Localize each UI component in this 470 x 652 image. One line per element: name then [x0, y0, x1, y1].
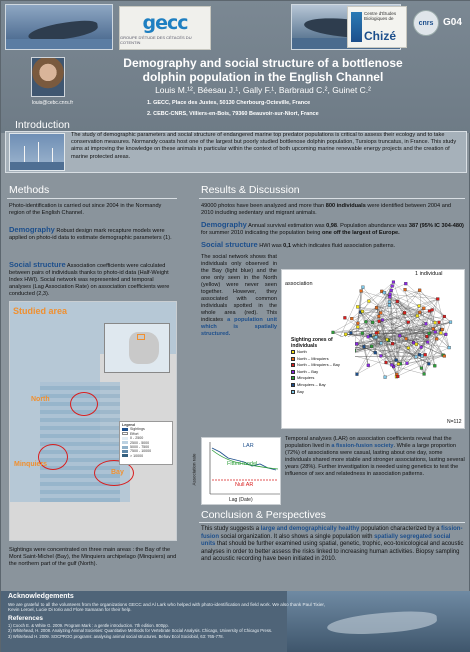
map-legend [119, 421, 173, 465]
methods-social-head: Social structure [9, 260, 66, 269]
network-node [433, 364, 436, 367]
network-legend-item [291, 362, 355, 369]
network-node [406, 362, 409, 365]
network-node [374, 351, 377, 354]
network-node [388, 300, 391, 303]
network-node [431, 309, 434, 312]
network-node [356, 373, 359, 376]
network-legend-item [291, 369, 355, 376]
network-node [362, 286, 365, 289]
network-legend-item [291, 356, 355, 363]
lar-x-axis-label: Lag (Date) [229, 497, 253, 503]
inset-map-france [104, 323, 170, 373]
network-node [371, 321, 374, 324]
lar-fitted-label: Fitted model [227, 461, 258, 467]
results-social-text [201, 241, 465, 250]
network-node [375, 336, 378, 339]
network-node [425, 335, 428, 338]
affiliation-2: 2. CEBC-CNRS, Villiers-en-Bois, 79360 Beauvoir-sur-Niort, France [147, 111, 319, 117]
network-legend-label: North – Minquiers – Bay [297, 362, 340, 368]
network-node [391, 285, 394, 288]
conclusion-t1: This study suggests a [201, 526, 261, 532]
network-node [350, 317, 353, 320]
network-legend-items [291, 349, 355, 395]
network-legend-label: Minquiers [297, 375, 315, 381]
network-node [344, 333, 347, 336]
map-legend-label: Sightings [130, 427, 145, 432]
network-node [380, 342, 383, 345]
network-node [388, 296, 391, 299]
network-node [420, 346, 423, 349]
methods-social-body: Association coefficients were calculated between pairs of individuals thanks to photo-id data (Half-Weight Index HWI). Social network was represented and temporal analyses (Lag Association Rate) on association coefficients were conducted (2,3). [9, 263, 170, 297]
network-node [439, 332, 442, 335]
network-node [383, 291, 386, 294]
network-node [363, 345, 366, 348]
results-network-a: The social network shows that individuals only observed in the Bay (light blue) and the one only seen in the North (yellow) were never seen together. However, they associated with common individuals spotted in the whole area (red). This indicates [201, 254, 277, 323]
results-photos-c: were identified between 2004 and 2010 including sedentary and migrant animals. [201, 203, 452, 216]
introduction-text: The study of demographic parameters and social structure of endangered marine top predator populations is critical to assess their ecology and to take conservation measures. Normandy coasts host one of the largest but poorly studied bottlenose dolphin population, Tursiops truncatus, in France. This study aims at improving the knowledge on these animals in particular within the context of both upcoming marine renewable energy projects and the creation of marine protected areas. [71, 132, 457, 160]
poster-footer [1, 591, 470, 652]
results-demography-d: 387 (95% IC 304-480) [408, 223, 464, 229]
reference-item: 3) Whitehead H. 2009. SOCPROG programs: analysing animal social structures. Behav Ecol Sociobiol, 63: 765-778. [8, 633, 224, 639]
methods-social-text [9, 261, 177, 298]
affiliation-1: 1. GECC, Place des Justes, 50130 Cherbourg-Octeville, France [147, 100, 311, 106]
results-demography-b: 0,98 [326, 223, 338, 229]
network-legend-item [291, 382, 355, 389]
results-network-text [201, 254, 277, 338]
conclusion-title: Conclusion & Perspectives [201, 509, 326, 521]
network-node [404, 288, 407, 291]
title-line-1: Demography and social structure of a bottlenose [123, 56, 403, 70]
methods-demography-text [9, 226, 177, 242]
network-node [415, 355, 418, 358]
author-portrait [31, 57, 65, 97]
chize-logo-top: Centre d'Études Biologiques de [364, 11, 397, 21]
methods-divider [7, 198, 177, 199]
network-node [443, 355, 446, 358]
chize-logo-mark [351, 12, 362, 42]
network-node [391, 342, 394, 345]
network-node [398, 334, 401, 337]
results-temporal-a: Temporal analyses (LAR) on association coefficients reveal that the population lived in [285, 436, 452, 449]
lar-svg [202, 438, 282, 506]
cnrs-logo: cnrs [413, 10, 439, 36]
results-social-head: Social structure [201, 240, 258, 249]
network-node [375, 332, 378, 335]
network-node [384, 376, 387, 379]
network-node [418, 305, 421, 308]
results-demography-text [201, 221, 465, 237]
network-legend-swatch [291, 350, 295, 354]
methods-title: Methods [9, 184, 50, 196]
results-temporal-c: . While a large proportion (72%) of associations were casual, lasting about one day, some individuals shared more stable and stronger associations, lasting several years (28%). Further investigation is needed using genetics to test the influence of sex and relatedness in association patterns. [285, 443, 465, 477]
network-label-individual: 1 individual [415, 271, 443, 277]
network-node [434, 321, 437, 324]
results-demography-e: for summer 2010 indicating the population being [201, 230, 322, 236]
map-legend-label: 7500 - 10000 [130, 449, 152, 454]
network-node [356, 326, 359, 329]
network-legend-label: Minquiers – Bay [297, 381, 326, 387]
conclusion-t3: population characterized by a [359, 526, 442, 532]
network-legend-item [291, 375, 355, 382]
network-node [420, 367, 423, 370]
network-node [370, 345, 373, 348]
network-node [418, 289, 421, 292]
network-node [426, 341, 429, 344]
results-title: Results & Discussion [201, 184, 300, 196]
map-legend-title: Legend [122, 423, 135, 427]
network-node [449, 321, 452, 324]
results-demography-a: Annual survival estimation was [246, 223, 327, 229]
lar-series-label: LAR [243, 443, 254, 449]
map-legend-item [122, 454, 170, 458]
network-node [385, 361, 388, 364]
map-label-minquiers: Minquiers [14, 461, 48, 468]
network-node [361, 332, 364, 335]
references-title: References [8, 615, 44, 622]
network-node [424, 353, 427, 356]
network-node [360, 290, 363, 293]
poster-title [63, 56, 463, 84]
network-node [427, 362, 430, 365]
results-social-c: which indicates fluid association patterns. [290, 243, 396, 249]
network-node [380, 354, 383, 357]
reference-item: 2) Whitehead, H. 2008. Analyzing Animal Societies: Quantitative Methods for Vertebrate Social Analysis. Chicago, University of Chicago Press. [8, 628, 273, 634]
network-node [397, 363, 400, 366]
wind-turbine-photo [9, 133, 65, 171]
footer-dolphin-photo [287, 591, 470, 652]
network-node [418, 311, 421, 314]
network-legend-title: Sighting zones of individuals [291, 337, 333, 349]
network-legend-item [291, 389, 355, 396]
map-legend-label: > 10000 [130, 453, 144, 458]
network-node [386, 338, 389, 341]
conclusion-divider [199, 522, 465, 523]
results-divider [199, 198, 465, 199]
results-network-b: a population unit which is spatially structured. [201, 317, 277, 337]
network-node [443, 315, 446, 318]
network-legend-label: Bay [297, 388, 304, 394]
network-node [355, 342, 358, 345]
network-node [423, 373, 426, 376]
acknowledgements-title: Acknowledgements [8, 593, 74, 600]
network-node [395, 359, 398, 362]
network-node [375, 306, 378, 309]
network-node [448, 346, 451, 349]
network-node [422, 307, 425, 310]
lar-null-label: Null AR [235, 482, 254, 488]
title-line-2: dolphin population in the English Channel [142, 70, 384, 84]
network-node [381, 319, 384, 322]
conclusion-t2: large and demographically healthy [260, 526, 360, 532]
conclusion-t7: that should be further examined using spatial, genetic, trophic, eco-toxicological and acoustic analyses in order to better assess the risks linked to increasing human activities. Biopsy sampling and acoustic recording have been initiated in 2010. [201, 541, 464, 563]
methods-sightings-text: Sightings were concentrated on three main areas : the Bay of the Mont Saint-Michel (Bay), the Minquiers archipelago (Minquiers) and the northern part of the gulf (North). [9, 547, 177, 567]
results-photos-b: 800 individuals [325, 203, 366, 209]
map-legend-label: Effort [130, 431, 139, 436]
network-legend-swatch [291, 390, 295, 394]
gecc-logo-part-a: ge [142, 11, 167, 34]
network-node [412, 341, 415, 344]
network-legend-swatch [291, 357, 295, 361]
network-legend-swatch [291, 376, 295, 380]
results-temporal-b: a fission-fusion society [331, 443, 394, 449]
methods-demography-head: Demography [9, 225, 55, 234]
network-legend-item [291, 349, 355, 356]
results-demography-c: . Population abundance was [337, 223, 409, 229]
results-demography-f: one off the largest of Europe. [321, 230, 400, 236]
results-photos-a: 49000 photos have been analyzed and more than [201, 203, 326, 209]
network-node [367, 364, 370, 367]
map-legend-label: 0 - 2500 [130, 436, 144, 441]
results-photos-text [201, 203, 465, 217]
references-list [8, 623, 338, 639]
network-node [390, 364, 393, 367]
network-node [432, 327, 435, 330]
lar-y-axis-label: Association rate [191, 453, 197, 486]
introduction-title: Introduction [15, 119, 70, 131]
network-node [361, 310, 364, 313]
acknowledgements-text: We are grateful to all the volunteers from the organizations GECC and Al Lark who helped with photo-identification and field work. We also thank Paul Tixier, Kevin Leroel, Lucie Di Iorio and Flore Samaran for their help. [8, 602, 325, 613]
network-node [425, 322, 428, 325]
network-node [435, 337, 438, 340]
network-node [378, 320, 381, 323]
network-count: N=112 [447, 419, 462, 425]
network-node [368, 300, 371, 303]
network-node [396, 375, 399, 378]
map-cluster-north [70, 392, 98, 416]
network-node [389, 293, 392, 296]
network-node [434, 331, 437, 334]
gecc-logo [119, 6, 211, 50]
network-node [441, 328, 444, 331]
reference-item: 1) Cooch E. & White G. 2009. Program Mark : a gentle introduction. 7th edition. 800pp. [8, 623, 169, 628]
network-node [365, 320, 368, 323]
network-node [436, 298, 439, 301]
conclusion-t4: fission-fusion [201, 526, 463, 540]
network-node [418, 353, 421, 356]
gecc-logo-part-b: cc [166, 11, 188, 34]
network-legend [291, 337, 355, 395]
network-node [438, 321, 441, 324]
map-legend-label: 5000 - 7500 [130, 445, 150, 450]
network-node [407, 321, 410, 324]
map-label-north: North [31, 396, 50, 403]
conclusion-text [201, 526, 465, 564]
authors: Louis M.¹², Béesau J.¹, Gally F.¹, Barbraud C.², Guinet C.² [155, 85, 371, 95]
network-node [350, 332, 353, 335]
network-legend-swatch [291, 383, 295, 387]
gecc-logo-subtitle: GROUPE D'ÉTUDE DES CÉTACÉS DU COTENTIN [120, 34, 192, 45]
network-node [332, 331, 335, 334]
methods-demography-body: Robust design mark recapture models were applied on photo-id data to estimate demographic parameters (1). [9, 228, 172, 241]
network-node [428, 332, 431, 335]
results-social-b: 0,1 [283, 243, 291, 249]
network-legend-swatch [291, 363, 295, 367]
network-node [343, 316, 346, 319]
network-node [377, 315, 380, 318]
network-node [356, 305, 359, 308]
conclusion-t5: social organization. It also shows a single population with [219, 533, 375, 540]
methods-photo-id-text: Photo-identification is carried out since 2004 in the Normandy region of the English Channel. [9, 203, 162, 216]
network-legend-label: North [297, 349, 307, 354]
network-node [390, 289, 393, 292]
map-label-studied-area: Studied area [13, 306, 68, 316]
network-label-association: association [285, 281, 313, 287]
network-node [388, 304, 391, 307]
conclusion-t6: spatially segregated social units [201, 533, 451, 548]
network-legend-label: North – Bay [297, 368, 319, 374]
lar-chart [201, 437, 281, 505]
network-node [392, 281, 395, 284]
network-node [357, 322, 360, 325]
network-node [415, 343, 418, 346]
results-demography-head: Demography [201, 220, 247, 229]
chize-logo-name: Chizé [364, 29, 397, 43]
chize-logo [347, 6, 407, 48]
dolphin-photo-left [5, 4, 113, 50]
network-node [396, 300, 399, 303]
map-label-bay: Bay [111, 469, 124, 476]
network-node [428, 310, 431, 313]
network-node [404, 282, 407, 285]
network-legend-label: North – Minquiers [297, 355, 329, 361]
results-social-a: HWI was [257, 243, 284, 249]
author-email[interactable]: louis@cebc.cnrs.fr [32, 100, 74, 106]
affiliations [147, 98, 319, 120]
network-node [367, 335, 370, 338]
network-legend-swatch [291, 370, 295, 374]
network-node [405, 337, 408, 340]
network-node [416, 314, 419, 317]
network-node [379, 311, 382, 314]
network-edge [361, 291, 397, 301]
map-legend-label: 2500 - 5000 [130, 440, 150, 445]
poster-code: G04 [443, 17, 462, 28]
network-node [407, 347, 410, 350]
network-edge [352, 282, 394, 319]
network-node [403, 311, 406, 314]
results-temporal-text [285, 436, 465, 478]
network-node [444, 333, 447, 336]
